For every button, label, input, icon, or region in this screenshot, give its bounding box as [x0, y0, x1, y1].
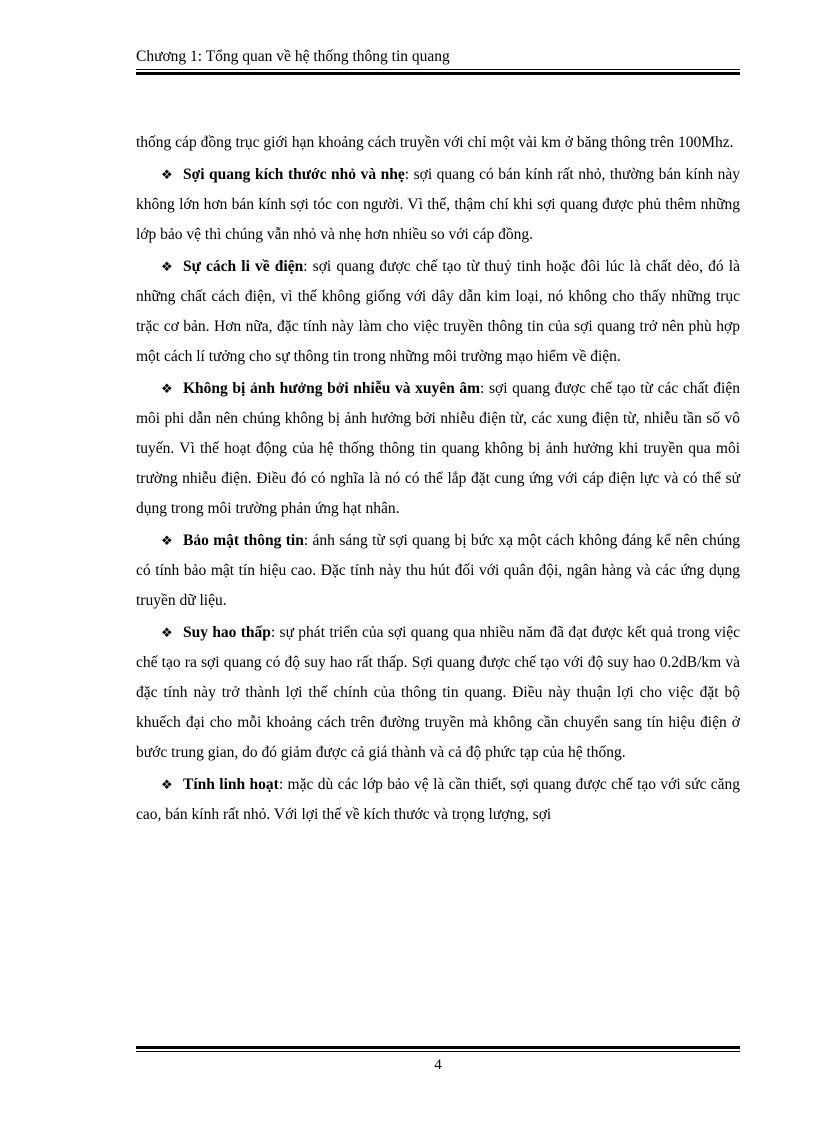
- bullet-paragraph-isolation: [136, 252, 740, 372]
- chapter-header-title: Chương 1: Tổng quan về hệ thống thông tin quang: [136, 48, 450, 65]
- bullet-diamond-icon: ❖: [161, 259, 173, 274]
- intro-paragraph: thống cáp đồng trục giới hạn khoảng cách truyền với chỉ một vài km ở băng thông trên 100Mhz.: [136, 134, 734, 151]
- bullet-diamond-icon: ❖: [161, 777, 173, 792]
- bullet-term: Sợi quang kích thước nhỏ và nhẹ: [183, 166, 405, 183]
- bullet-paragraph-security: [136, 526, 740, 616]
- bullet-diamond-icon: ❖: [161, 625, 173, 640]
- bullet-diamond-icon: ❖: [161, 533, 173, 548]
- bullet-diamond-icon: ❖: [161, 167, 173, 182]
- bullet-term: Không bị ảnh hưởng bởi nhiễu và xuyên âm: [183, 380, 481, 397]
- bullet-paragraph-size: [136, 160, 740, 250]
- page-number: 4: [434, 1057, 442, 1073]
- bullet-text: : sợi quang có bán kính rất nhỏ, thường bán kính này không lớn hơn bán kính sợi tóc con người. Vì thế, thậm chí khi sợi quang được phủ thêm những lớp bảo vệ thì chúng vẫn nhỏ và nhẹ hơn nhiều so với cáp đồng.: [136, 166, 740, 243]
- bullet-text: : sự phát triển của sợi quang qua nhiều năm đã đạt được kết quả trong việc chế tạo ra sợi quang có độ suy hao rất thấp. Sợi quang được chế tạo với độ suy hao 0.2dB/km và đặc tính này trở thành lợi thế chính của thông tin quang. Điều này thuận lợi cho việc đặt bộ khuếch đại cho mỗi khoảng cách trên đường truyền mà không cần chuyển sang tín hiệu điện ở bước trung gian, do đó giảm được cả giá thành và cả độ phức tạp của hệ thống.: [136, 624, 740, 761]
- bullet-paragraph-interference: [136, 374, 740, 524]
- bullet-paragraph-flexibility: [136, 770, 740, 830]
- bullet-term: Suy hao thấp: [183, 624, 271, 641]
- bullet-term: Sự cách li về điện: [183, 258, 304, 275]
- bullet-text: : sợi quang được chế tạo từ các chất điện môi phi dẫn nên chúng không bị ảnh hưởng bởi nhiễu điện từ, các xung điện từ, nhiễu tần số vô tuyến. Vì thế hoạt động của hệ thống thông tin quang không bị ảnh hưởng khi truyền qua môi trường nhiễu điện. Điều đó có nghĩa là nó có thể lắp đặt cung ứng với cáp điện lực và có thể sử dụng trong môi trường phản ứng hạt nhân.: [136, 380, 740, 517]
- bullet-paragraph-low-loss: [136, 618, 740, 768]
- footer-divider: [136, 1046, 740, 1052]
- bullet-text: : ánh sáng từ sợi quang bị bức xạ một cách không đáng kể nên chúng có tính bảo mật tín hiệu cao. Đặc tính này thu hút đối với quân đội, ngân hàng và các ứng dụng truyền dữ liệu.: [136, 532, 740, 609]
- bullet-diamond-icon: ❖: [161, 381, 173, 396]
- bullet-text: : sợi quang được chế tạo từ thuỷ tinh hoặc đôi lúc là chất dẻo, đó là những chất cách điện, vì thế không giống với dây dẫn kim loại, nó không cho thấy những trục trặc cơ bản. Hơn nữa, đặc tính này làm cho việc truyền thông tin của sợi quang trở nên phù hợp một cách lí tưởng cho sự thông tin trong những môi trường mạo hiểm về điện.: [136, 258, 740, 365]
- bullet-term: Bảo mật thông tin: [183, 532, 304, 549]
- header-divider: [136, 69, 740, 75]
- page-body: [136, 128, 740, 830]
- bullet-term: Tính linh hoạt: [183, 776, 279, 793]
- bullet-text: : mặc dù các lớp bảo vệ là cần thiết, sợi quang được chế tạo với sức căng cao, bán kính rất nhỏ. Với lợi thế về kích thước và trọng lượng, sợi: [136, 776, 740, 823]
